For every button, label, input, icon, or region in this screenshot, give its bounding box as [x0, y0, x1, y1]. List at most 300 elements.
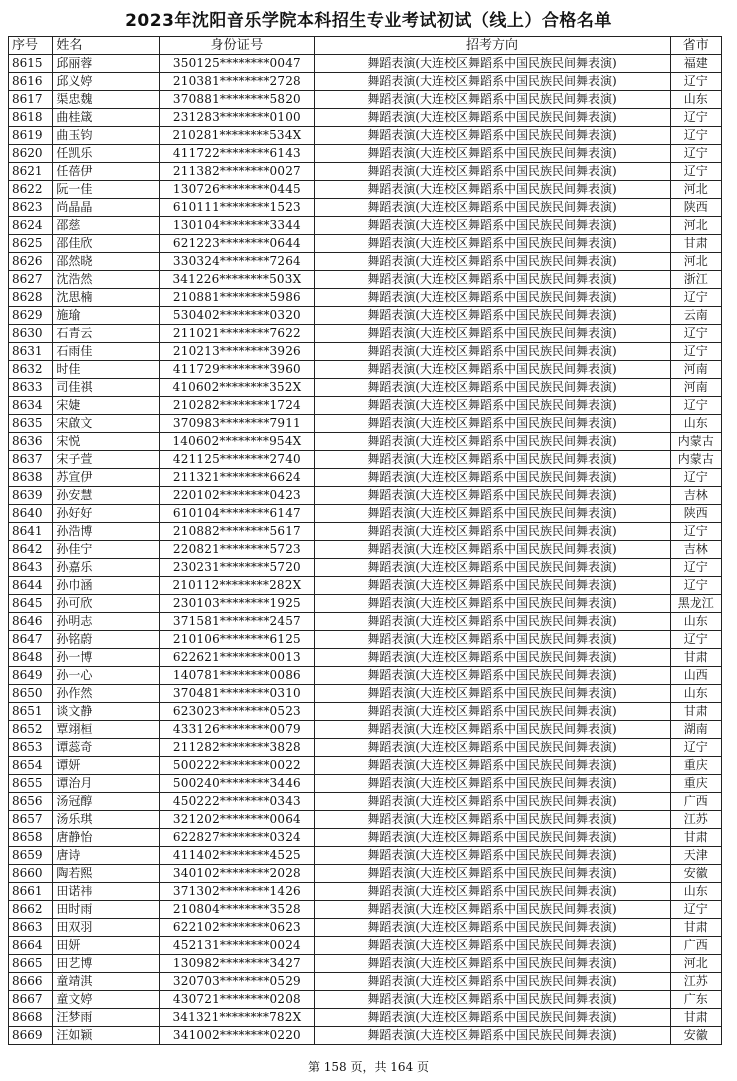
row-number: 8642: [9, 541, 53, 559]
row-number: 8626: [9, 253, 53, 271]
candidate-name: 孙可欣: [53, 595, 160, 613]
candidate-name: 谈文静: [53, 703, 160, 721]
candidate-name: 邵佳欣: [53, 235, 160, 253]
candidate-name: 苏宣伊: [53, 469, 160, 487]
exam-direction: 舞蹈表演(大连校区舞蹈系中国民族民间舞表演): [314, 397, 670, 415]
id-number: 341002********0220: [160, 1027, 314, 1045]
table-row: [9, 379, 722, 397]
exam-direction: 舞蹈表演(大连校区舞蹈系中国民族民间舞表演): [314, 73, 670, 91]
row-number: 8627: [9, 271, 53, 289]
candidate-name: 孙一心: [53, 667, 160, 685]
province: 辽宁: [670, 343, 721, 361]
province: 辽宁: [670, 109, 721, 127]
province: 甘肃: [670, 1009, 721, 1027]
candidate-name: 唐诗: [53, 847, 160, 865]
table-row: [9, 109, 722, 127]
id-number: 421125********2740: [160, 451, 314, 469]
province: 辽宁: [670, 739, 721, 757]
table-row: [9, 937, 722, 955]
table-row: [9, 559, 722, 577]
id-number: 130104********3344: [160, 217, 314, 235]
table-row: [9, 631, 722, 649]
column-header-name: 姓名: [53, 37, 160, 55]
id-number: 211282********3828: [160, 739, 314, 757]
candidate-name: 孙一博: [53, 649, 160, 667]
table-body: [9, 55, 722, 1045]
province: 内蒙古: [670, 451, 721, 469]
exam-direction: 舞蹈表演(大连校区舞蹈系中国民族民间舞表演): [314, 721, 670, 739]
exam-direction: 舞蹈表演(大连校区舞蹈系中国民族民间舞表演): [314, 235, 670, 253]
province: 辽宁: [670, 559, 721, 577]
exam-direction: 舞蹈表演(大连校区舞蹈系中国民族民间舞表演): [314, 91, 670, 109]
row-number: 8644: [9, 577, 53, 595]
exam-direction: 舞蹈表演(大连校区舞蹈系中国民族民间舞表演): [314, 217, 670, 235]
row-number: 8645: [9, 595, 53, 613]
candidate-name: 任凯乐: [53, 145, 160, 163]
province: 辽宁: [670, 901, 721, 919]
row-number: 8621: [9, 163, 53, 181]
table-row: [9, 973, 722, 991]
candidate-name: 陶若熙: [53, 865, 160, 883]
candidate-name: 孙好好: [53, 505, 160, 523]
exam-direction: 舞蹈表演(大连校区舞蹈系中国民族民间舞表演): [314, 703, 670, 721]
province: 辽宁: [670, 397, 721, 415]
province: 辽宁: [670, 73, 721, 91]
table-row: [9, 289, 722, 307]
exam-direction: 舞蹈表演(大连校区舞蹈系中国民族民间舞表演): [314, 811, 670, 829]
candidate-name: 邱丽蓉: [53, 55, 160, 73]
row-number: 8660: [9, 865, 53, 883]
exam-direction: 舞蹈表演(大连校区舞蹈系中国民族民间舞表演): [314, 271, 670, 289]
id-number: 450222********0343: [160, 793, 314, 811]
candidate-name: 沈浩然: [53, 271, 160, 289]
candidate-name: 时佳: [53, 361, 160, 379]
candidate-name: 谭治月: [53, 775, 160, 793]
province: 天津: [670, 847, 721, 865]
province: 山东: [670, 883, 721, 901]
table-row: [9, 271, 722, 289]
id-number: 371581********2457: [160, 613, 314, 631]
id-number: 610111********1523: [160, 199, 314, 217]
table-row: [9, 1027, 722, 1045]
exam-direction: 舞蹈表演(大连校区舞蹈系中国民族民间舞表演): [314, 649, 670, 667]
id-number: 320703********0529: [160, 973, 314, 991]
exam-direction: 舞蹈表演(大连校区舞蹈系中国民族民间舞表演): [314, 829, 670, 847]
candidate-name: 邵然晓: [53, 253, 160, 271]
candidate-name: 宋悦: [53, 433, 160, 451]
candidate-name: 孙巾涵: [53, 577, 160, 595]
exam-direction: 舞蹈表演(大连校区舞蹈系中国民族民间舞表演): [314, 325, 670, 343]
column-header-province: 省市: [670, 37, 721, 55]
table-row: [9, 505, 722, 523]
province: 辽宁: [670, 469, 721, 487]
province: 辽宁: [670, 523, 721, 541]
table-row: [9, 325, 722, 343]
exam-direction: 舞蹈表演(大连校区舞蹈系中国民族民间舞表演): [314, 541, 670, 559]
candidate-name: 谭妍: [53, 757, 160, 775]
candidate-name: 邵慈: [53, 217, 160, 235]
candidate-name: 田诺祎: [53, 883, 160, 901]
exam-direction: 舞蹈表演(大连校区舞蹈系中国民族民间舞表演): [314, 685, 670, 703]
province: 甘肃: [670, 829, 721, 847]
province: 河北: [670, 955, 721, 973]
candidate-name: 石青云: [53, 325, 160, 343]
exam-direction: 舞蹈表演(大连校区舞蹈系中国民族民间舞表演): [314, 595, 670, 613]
id-number: 210281********534X: [160, 127, 314, 145]
table-row: [9, 73, 722, 91]
table-row: [9, 577, 722, 595]
candidate-name: 覃翊桓: [53, 721, 160, 739]
id-number: 452131********0024: [160, 937, 314, 955]
table-row: [9, 991, 722, 1009]
candidate-name: 孙佳宁: [53, 541, 160, 559]
exam-direction: 舞蹈表演(大连校区舞蹈系中国民族民间舞表演): [314, 883, 670, 901]
candidate-name: 石雨佳: [53, 343, 160, 361]
province: 广东: [670, 991, 721, 1009]
id-number: 210112********282X: [160, 577, 314, 595]
candidates-table: [8, 36, 722, 1045]
province: 辽宁: [670, 325, 721, 343]
province: 山东: [670, 685, 721, 703]
exam-direction: 舞蹈表演(大连校区舞蹈系中国民族民间舞表演): [314, 145, 670, 163]
candidate-name: 田时雨: [53, 901, 160, 919]
province: 吉林: [670, 541, 721, 559]
row-number: 8623: [9, 199, 53, 217]
row-number: 8650: [9, 685, 53, 703]
province: 江苏: [670, 973, 721, 991]
id-number: 130726********0445: [160, 181, 314, 199]
table-row: [9, 703, 722, 721]
id-number: 330324********7264: [160, 253, 314, 271]
id-number: 210213********3926: [160, 343, 314, 361]
province: 浙江: [670, 271, 721, 289]
exam-direction: 舞蹈表演(大连校区舞蹈系中国民族民间舞表演): [314, 631, 670, 649]
candidate-name: 宋婕: [53, 397, 160, 415]
table-row: [9, 829, 722, 847]
province: 河北: [670, 217, 721, 235]
row-number: 8663: [9, 919, 53, 937]
row-number: 8625: [9, 235, 53, 253]
row-number: 8639: [9, 487, 53, 505]
row-number: 8618: [9, 109, 53, 127]
table-row: [9, 919, 722, 937]
row-number: 8637: [9, 451, 53, 469]
id-number: 211321********6624: [160, 469, 314, 487]
row-number: 8636: [9, 433, 53, 451]
exam-direction: 舞蹈表演(大连校区舞蹈系中国民族民间舞表演): [314, 415, 670, 433]
id-number: 210881********5986: [160, 289, 314, 307]
table-row: [9, 55, 722, 73]
candidate-name: 曲玉钧: [53, 127, 160, 145]
row-number: 8669: [9, 1027, 53, 1045]
province: 甘肃: [670, 919, 721, 937]
candidate-name: 童靖淇: [53, 973, 160, 991]
candidate-name: 唐静怡: [53, 829, 160, 847]
table-row: [9, 199, 722, 217]
exam-direction: 舞蹈表演(大连校区舞蹈系中国民族民间舞表演): [314, 937, 670, 955]
id-number: 140781********0086: [160, 667, 314, 685]
exam-direction: 舞蹈表演(大连校区舞蹈系中国民族民间舞表演): [314, 181, 670, 199]
id-number: 622102********0623: [160, 919, 314, 937]
exam-direction: 舞蹈表演(大连校区舞蹈系中国民族民间舞表演): [314, 757, 670, 775]
row-number: 8643: [9, 559, 53, 577]
candidate-name: 沈思楠: [53, 289, 160, 307]
id-number: 500222********0022: [160, 757, 314, 775]
candidate-name: 孙安慧: [53, 487, 160, 505]
province: 重庆: [670, 757, 721, 775]
column-header-number: 序号: [9, 37, 53, 55]
row-number: 8659: [9, 847, 53, 865]
table-row: [9, 667, 722, 685]
id-number: 321202********0064: [160, 811, 314, 829]
exam-direction: 舞蹈表演(大连校区舞蹈系中国民族民间舞表演): [314, 577, 670, 595]
exam-direction: 舞蹈表演(大连校区舞蹈系中国民族民间舞表演): [314, 289, 670, 307]
candidate-name: 尚晶晶: [53, 199, 160, 217]
id-number: 210381********2728: [160, 73, 314, 91]
table-row: [9, 361, 722, 379]
province: 辽宁: [670, 145, 721, 163]
row-number: 8615: [9, 55, 53, 73]
table-row: [9, 145, 722, 163]
province: 山东: [670, 613, 721, 631]
table-row: [9, 811, 722, 829]
candidate-name: 汪梦雨: [53, 1009, 160, 1027]
id-number: 411402********4525: [160, 847, 314, 865]
row-number: 8658: [9, 829, 53, 847]
table-row: [9, 793, 722, 811]
table-row: [9, 847, 722, 865]
table-row: [9, 757, 722, 775]
candidate-name: 阮一佳: [53, 181, 160, 199]
province: 内蒙古: [670, 433, 721, 451]
row-number: 8635: [9, 415, 53, 433]
exam-direction: 舞蹈表演(大连校区舞蹈系中国民族民间舞表演): [314, 865, 670, 883]
row-number: 8617: [9, 91, 53, 109]
candidate-name: 汤乐琪: [53, 811, 160, 829]
candidate-name: 孙作然: [53, 685, 160, 703]
exam-direction: 舞蹈表演(大连校区舞蹈系中国民族民间舞表演): [314, 1027, 670, 1045]
row-number: 8655: [9, 775, 53, 793]
exam-direction: 舞蹈表演(大连校区舞蹈系中国民族民间舞表演): [314, 487, 670, 505]
province: 河南: [670, 379, 721, 397]
candidate-name: 渠忠魏: [53, 91, 160, 109]
province: 陕西: [670, 199, 721, 217]
candidate-name: 田双羽: [53, 919, 160, 937]
table-row: [9, 163, 722, 181]
table-row: [9, 415, 722, 433]
row-number: 8631: [9, 343, 53, 361]
candidate-name: 孙嘉乐: [53, 559, 160, 577]
candidate-name: 汤冠醇: [53, 793, 160, 811]
table-row: [9, 343, 722, 361]
province: 河南: [670, 361, 721, 379]
id-number: 623023********0523: [160, 703, 314, 721]
province: 辽宁: [670, 163, 721, 181]
table-row: [9, 487, 722, 505]
id-number: 411722********6143: [160, 145, 314, 163]
row-number: 8638: [9, 469, 53, 487]
id-number: 370481********0310: [160, 685, 314, 703]
province: 安徽: [670, 865, 721, 883]
row-number: 8666: [9, 973, 53, 991]
province: 云南: [670, 307, 721, 325]
id-number: 430721********0208: [160, 991, 314, 1009]
table-row: [9, 613, 722, 631]
id-number: 621223********0644: [160, 235, 314, 253]
row-number: 8651: [9, 703, 53, 721]
exam-direction: 舞蹈表演(大连校区舞蹈系中国民族民间舞表演): [314, 847, 670, 865]
exam-direction: 舞蹈表演(大连校区舞蹈系中国民族民间舞表演): [314, 973, 670, 991]
candidate-name: 邱义婷: [53, 73, 160, 91]
exam-direction: 舞蹈表演(大连校区舞蹈系中国民族民间舞表演): [314, 667, 670, 685]
id-number: 350125********0047: [160, 55, 314, 73]
province: 山东: [670, 415, 721, 433]
id-number: 370983********7911: [160, 415, 314, 433]
province: 广西: [670, 793, 721, 811]
table-row: [9, 307, 722, 325]
row-number: 8632: [9, 361, 53, 379]
exam-direction: 舞蹈表演(大连校区舞蹈系中国民族民间舞表演): [314, 253, 670, 271]
table-row: [9, 235, 722, 253]
row-number: 8661: [9, 883, 53, 901]
province: 河北: [670, 253, 721, 271]
province: 河北: [670, 181, 721, 199]
table-row: [9, 451, 722, 469]
id-number: 340102********2028: [160, 865, 314, 883]
row-number: 8664: [9, 937, 53, 955]
id-number: 211382********0027: [160, 163, 314, 181]
exam-direction: 舞蹈表演(大连校区舞蹈系中国民族民间舞表演): [314, 343, 670, 361]
exam-direction: 舞蹈表演(大连校区舞蹈系中国民族民间舞表演): [314, 991, 670, 1009]
id-number: 210106********6125: [160, 631, 314, 649]
exam-direction: 舞蹈表演(大连校区舞蹈系中国民族民间舞表演): [314, 433, 670, 451]
row-number: 8662: [9, 901, 53, 919]
exam-direction: 舞蹈表演(大连校区舞蹈系中国民族民间舞表演): [314, 469, 670, 487]
id-number: 622621********0013: [160, 649, 314, 667]
exam-direction: 舞蹈表演(大连校区舞蹈系中国民族民间舞表演): [314, 55, 670, 73]
row-number: 8646: [9, 613, 53, 631]
row-number: 8641: [9, 523, 53, 541]
table-row: [9, 397, 722, 415]
id-number: 210804********3528: [160, 901, 314, 919]
province: 甘肃: [670, 703, 721, 721]
province: 甘肃: [670, 235, 721, 253]
table-row: [9, 955, 722, 973]
row-number: 8640: [9, 505, 53, 523]
id-number: 370881********5820: [160, 91, 314, 109]
page-title: 2023年沈阳音乐学院本科招生专业考试初试（线上）合格名单: [125, 11, 612, 31]
table-header-row: [9, 37, 722, 55]
province: 山西: [670, 667, 721, 685]
table-row: [9, 883, 722, 901]
exam-direction: 舞蹈表演(大连校区舞蹈系中国民族民间舞表演): [314, 739, 670, 757]
id-number: 341226********503X: [160, 271, 314, 289]
exam-direction: 舞蹈表演(大连校区舞蹈系中国民族民间舞表演): [314, 451, 670, 469]
province: 重庆: [670, 775, 721, 793]
candidate-name: 宋啟文: [53, 415, 160, 433]
row-number: 8649: [9, 667, 53, 685]
candidate-name: 田艺博: [53, 955, 160, 973]
exam-direction: 舞蹈表演(大连校区舞蹈系中国民族民间舞表演): [314, 1009, 670, 1027]
row-number: 8628: [9, 289, 53, 307]
row-number: 8622: [9, 181, 53, 199]
id-number: 622827********0324: [160, 829, 314, 847]
id-number: 341321********782X: [160, 1009, 314, 1027]
column-header-direction: 招考方向: [314, 37, 670, 55]
province: 广西: [670, 937, 721, 955]
id-number: 410602********352X: [160, 379, 314, 397]
province: 黑龙江: [670, 595, 721, 613]
table-row: [9, 91, 722, 109]
id-number: 433126********0079: [160, 721, 314, 739]
candidate-name: 任蓓伊: [53, 163, 160, 181]
id-number: 610104********6147: [160, 505, 314, 523]
candidate-name: 曲桂箴: [53, 109, 160, 127]
table-row: [9, 1009, 722, 1027]
table-row: [9, 523, 722, 541]
province: 辽宁: [670, 577, 721, 595]
id-number: 500240********3446: [160, 775, 314, 793]
table-row: [9, 127, 722, 145]
candidate-name: 宋子萱: [53, 451, 160, 469]
table-row: [9, 253, 722, 271]
province: 吉林: [670, 487, 721, 505]
candidate-name: 田妍: [53, 937, 160, 955]
exam-direction: 舞蹈表演(大连校区舞蹈系中国民族民间舞表演): [314, 379, 670, 397]
table-row: [9, 595, 722, 613]
table-row: [9, 721, 722, 739]
column-header-id: 身份证号: [160, 37, 314, 55]
exam-direction: 舞蹈表演(大连校区舞蹈系中国民族民间舞表演): [314, 919, 670, 937]
row-number: 8616: [9, 73, 53, 91]
page-footer: 第 158 页，共 164 页: [307, 1060, 430, 1074]
exam-direction: 舞蹈表演(大连校区舞蹈系中国民族民间舞表演): [314, 361, 670, 379]
province: 江苏: [670, 811, 721, 829]
id-number: 371302********1426: [160, 883, 314, 901]
row-number: 8667: [9, 991, 53, 1009]
candidate-name: 童文婷: [53, 991, 160, 1009]
exam-direction: 舞蹈表演(大连校区舞蹈系中国民族民间舞表演): [314, 199, 670, 217]
candidate-name: 司佳祺: [53, 379, 160, 397]
exam-direction: 舞蹈表演(大连校区舞蹈系中国民族民间舞表演): [314, 109, 670, 127]
row-number: 8656: [9, 793, 53, 811]
row-number: 8654: [9, 757, 53, 775]
candidate-name: 汪如颖: [53, 1027, 160, 1045]
row-number: 8648: [9, 649, 53, 667]
table-row: [9, 775, 722, 793]
province: 辽宁: [670, 127, 721, 145]
id-number: 210282********1724: [160, 397, 314, 415]
id-number: 210882********5617: [160, 523, 314, 541]
province: 甘肃: [670, 649, 721, 667]
province: 辽宁: [670, 631, 721, 649]
row-number: 8653: [9, 739, 53, 757]
table-row: [9, 739, 722, 757]
row-number: 8624: [9, 217, 53, 235]
table-row: [9, 181, 722, 199]
id-number: 530402********0320: [160, 307, 314, 325]
exam-direction: 舞蹈表演(大连校区舞蹈系中国民族民间舞表演): [314, 901, 670, 919]
candidate-name: 孙浩博: [53, 523, 160, 541]
id-number: 230231********5720: [160, 559, 314, 577]
id-number: 211021********7622: [160, 325, 314, 343]
candidate-name: 施瑜: [53, 307, 160, 325]
exam-direction: 舞蹈表演(大连校区舞蹈系中国民族民间舞表演): [314, 775, 670, 793]
row-number: 8647: [9, 631, 53, 649]
candidate-name: 孙明志: [53, 613, 160, 631]
row-number: 8665: [9, 955, 53, 973]
candidate-name: 谭蕊奇: [53, 739, 160, 757]
